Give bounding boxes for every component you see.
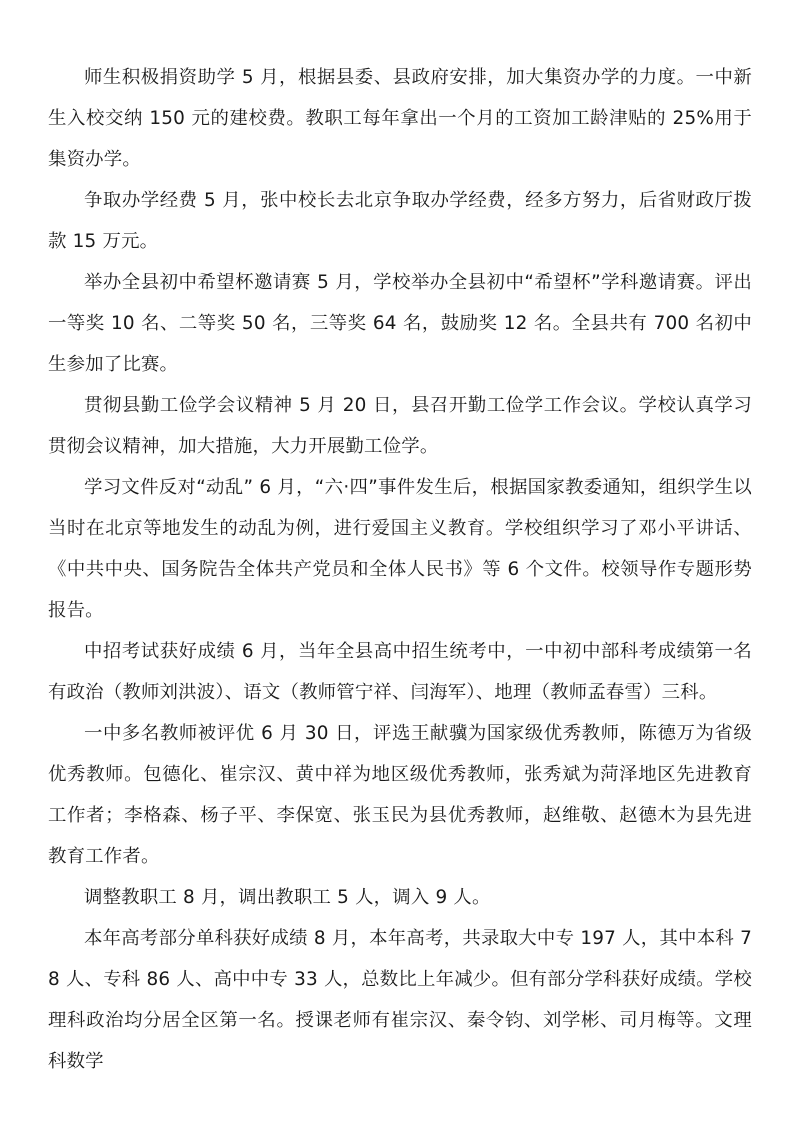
- paragraph-donation: 师生积极捐资助学 5 月，根据县委、县政府安排，加大集资办学的力度。一中新生入校交纳 150 元的建校费。教职工每年拿出一个月的工资加工龄津贴的 25%用于集资办学。: [48, 67, 752, 170]
- paragraph-competition: 举办全县初中希望杯邀请赛 5 月，学校举办全县初中“希望杯”学科邀请赛。评出一等奖 10 名、二等奖 50 名，三等奖 64 名，鼓励奖 12 名。全县共有 700 名初中生参加了比赛。: [48, 272, 752, 375]
- document-body: [48, 57, 752, 1082]
- paragraph-teacher-awards: 一中多名教师被评优 6 月 30 日，评选王献骥为国家级优秀教师，陈德万为省级优秀教师。包德化、崔宗汉、黄中祥为地区级优秀教师，张秀斌为菏泽地区先进教育工作者；李格森、杨子平、李保宽、张玉民为县优秀教师，赵维敬、赵德木为县先进教育工作者。: [48, 723, 752, 867]
- paragraph-staff-adjustment: 调整教职工 8 月，调出教职工 5 人，调入 9 人。: [84, 887, 491, 908]
- paragraph-work-study: 贯彻县勤工俭学会议精神 5 月 20 日，县召开勤工俭学工作会议。学校认真学习贯彻会议精神，加大措施，大力开展勤工俭学。: [48, 395, 752, 457]
- paragraph-entrance-exam: 中招考试获好成绩 6 月，当年全县高中招生统考中，一中初中部科考成绩第一名有政治（教师刘洪波）、语文（教师管宁祥、闫海军）、地理（教师孟春雪）三科。: [48, 641, 752, 703]
- paragraph-funding: 争取办学经费 5 月，张中校长去北京争取办学经费，经多方努力，后省财政厅拨款 15 万元。: [48, 190, 752, 252]
- paragraph-study-documents: 学习文件反对“动乱” 6 月，“六·四”事件发生后，根据国家教委通知，组织学生以当时在北京等地发生的动乱为例，进行爱国主义教育。学校组织学习了邓小平讲话、《中共中央、国务院告全体共产党员和全体人民书》等 6 个文件。校领导作专题形势报告。: [48, 477, 752, 621]
- paragraph-gaokao-results: 本年高考部分单科获好成绩 8 月，本年高考，共录取大中专 197 人，其中本科 78 人、专科 86 人、高中中专 33 人，总数比上年减少。但有部分学科获好成绩。学校理科政治均分居全区第一名。授课老师有崔宗汉、秦令钧、刘学彬、司月梅等。文理科数学: [48, 928, 752, 1072]
